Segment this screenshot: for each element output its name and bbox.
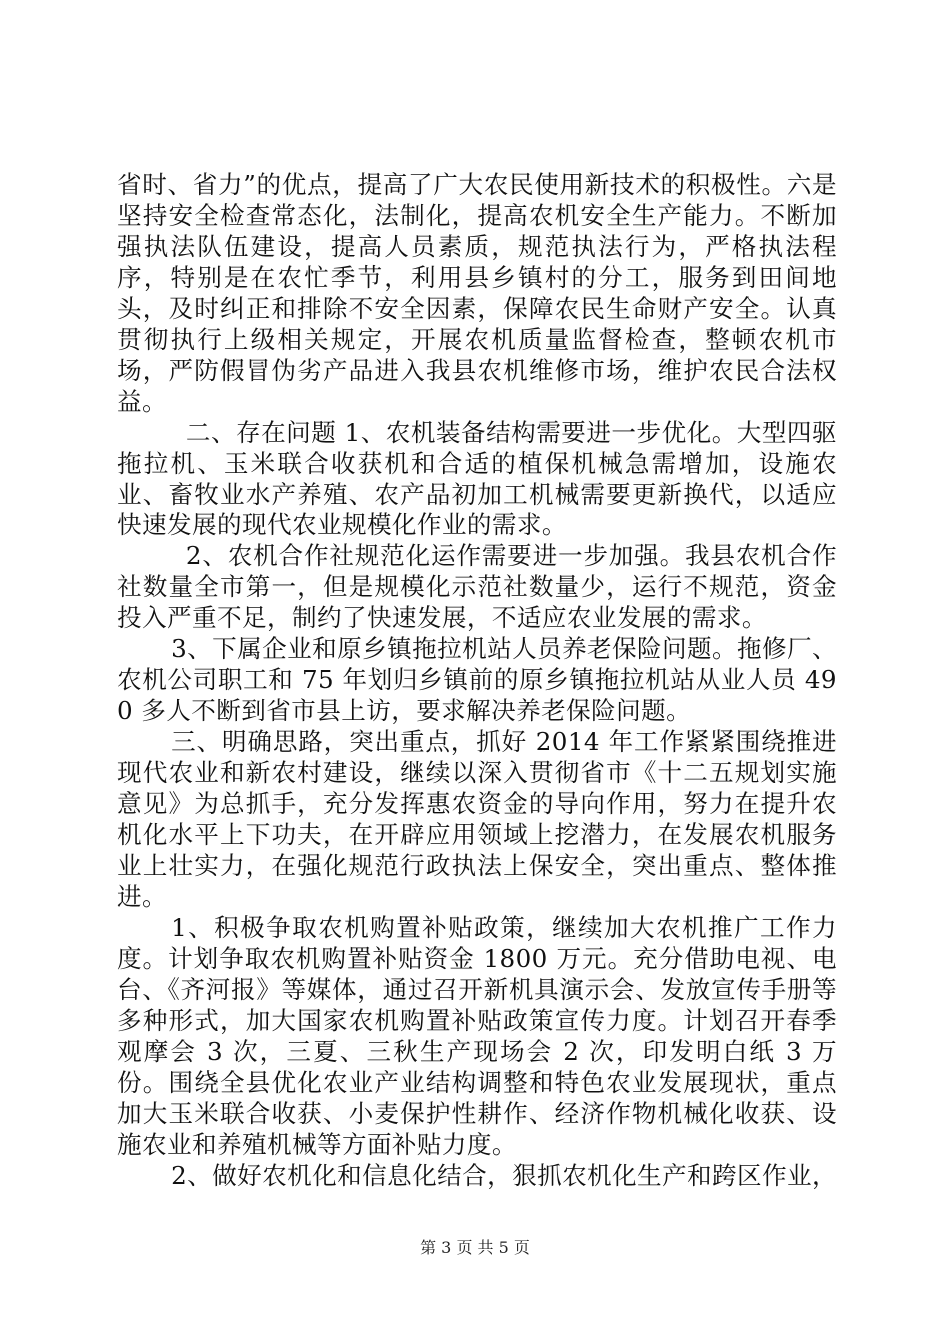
page-footer: 第 3 页 共 5 页 [420, 1238, 530, 1257]
paragraph-2: 二、存在问题 1、农机装备结构需要进一步优化。大型四驱拖拉机、玉米联合收获机和合适的植保机械急需增加，设施农业、畜牧业水产养殖、农产品初加工机械需要更新换代，以适应快速发展的现代农业规模化作业的需求。 [117, 417, 837, 540]
paragraph-6: 1、积极争取农机购置补贴政策，继续加大农机推广工作力度。计划争取农机购置补贴资金 1800 万元。充分借助电视、电台、《齐河报》等媒体，通过召开新机具演示会、发放宣传手册等多种形式，加大国家农机购置补贴政策宣传力度。计划召开春季观摩会 3 次，三夏、三秋生产现场会 2 次，印发明白纸 3 万份。围绕全县优化农业产业结构调整和特色农业发展现状，重点加大玉米联合收获、小麦保护性耕作、经济作物机械化收获、设施农业和养殖机械等方面补贴力度。 [117, 912, 837, 1159]
paragraph-4: 3、下属企业和原乡镇拖拉机站人员养老保险问题。拖修厂、农机公司职工和 75 年划归乡镇前的原乡镇拖拉机站从业人员 490 多人不断到省市县上访，要求解决养老保险问题。 [117, 634, 837, 726]
paragraph-5: 三、明确思路，突出重点，抓好 2014 年工作紧紧围绕推进现代农业和新农村建设，继续以深入贯彻省市《十二五规划实施意见》为总抓手，充分发挥惠农资金的导向作用，努力在提升农机化水平上下功夫，在开辟应用领域上挖潜力，在发展农机服务业上壮实力，在强化规范行政执法上保安全，突出重点、整体推进。 [117, 727, 837, 911]
document-body [117, 170, 837, 1191]
paragraph-3: 2、农机合作社规范化运作需要进一步加强。我县农机合作社数量全市第一，但是规模化示范社数量少，运行不规范，资金投入严重不足，制约了快速发展，不适应农业发展的需求。 [117, 541, 837, 633]
paragraph-7: 2、做好农机化和信息化结合，狠抓农机化生产和跨区作业， [171, 1160, 837, 1190]
paragraph-1: 省时、省力”的优点，提高了广大农民使用新技术的积极性。六是坚持安全检查常态化，法制化，提高农机安全生产能力。不断加强执法队伍建设，提高人员素质，规范执法行为，严格执法程序，特别是在农忙季节，利用县乡镇村的分工，服务到田间地头，及时纠正和排除不安全因素，保障农民生命财产安全。认真贯彻执行上级相关规定，开展农机质量监督检查，整顿农机市场，严防假冒伪劣产品进入我县农机维修市场，维护农民合法权益。 [117, 170, 837, 416]
